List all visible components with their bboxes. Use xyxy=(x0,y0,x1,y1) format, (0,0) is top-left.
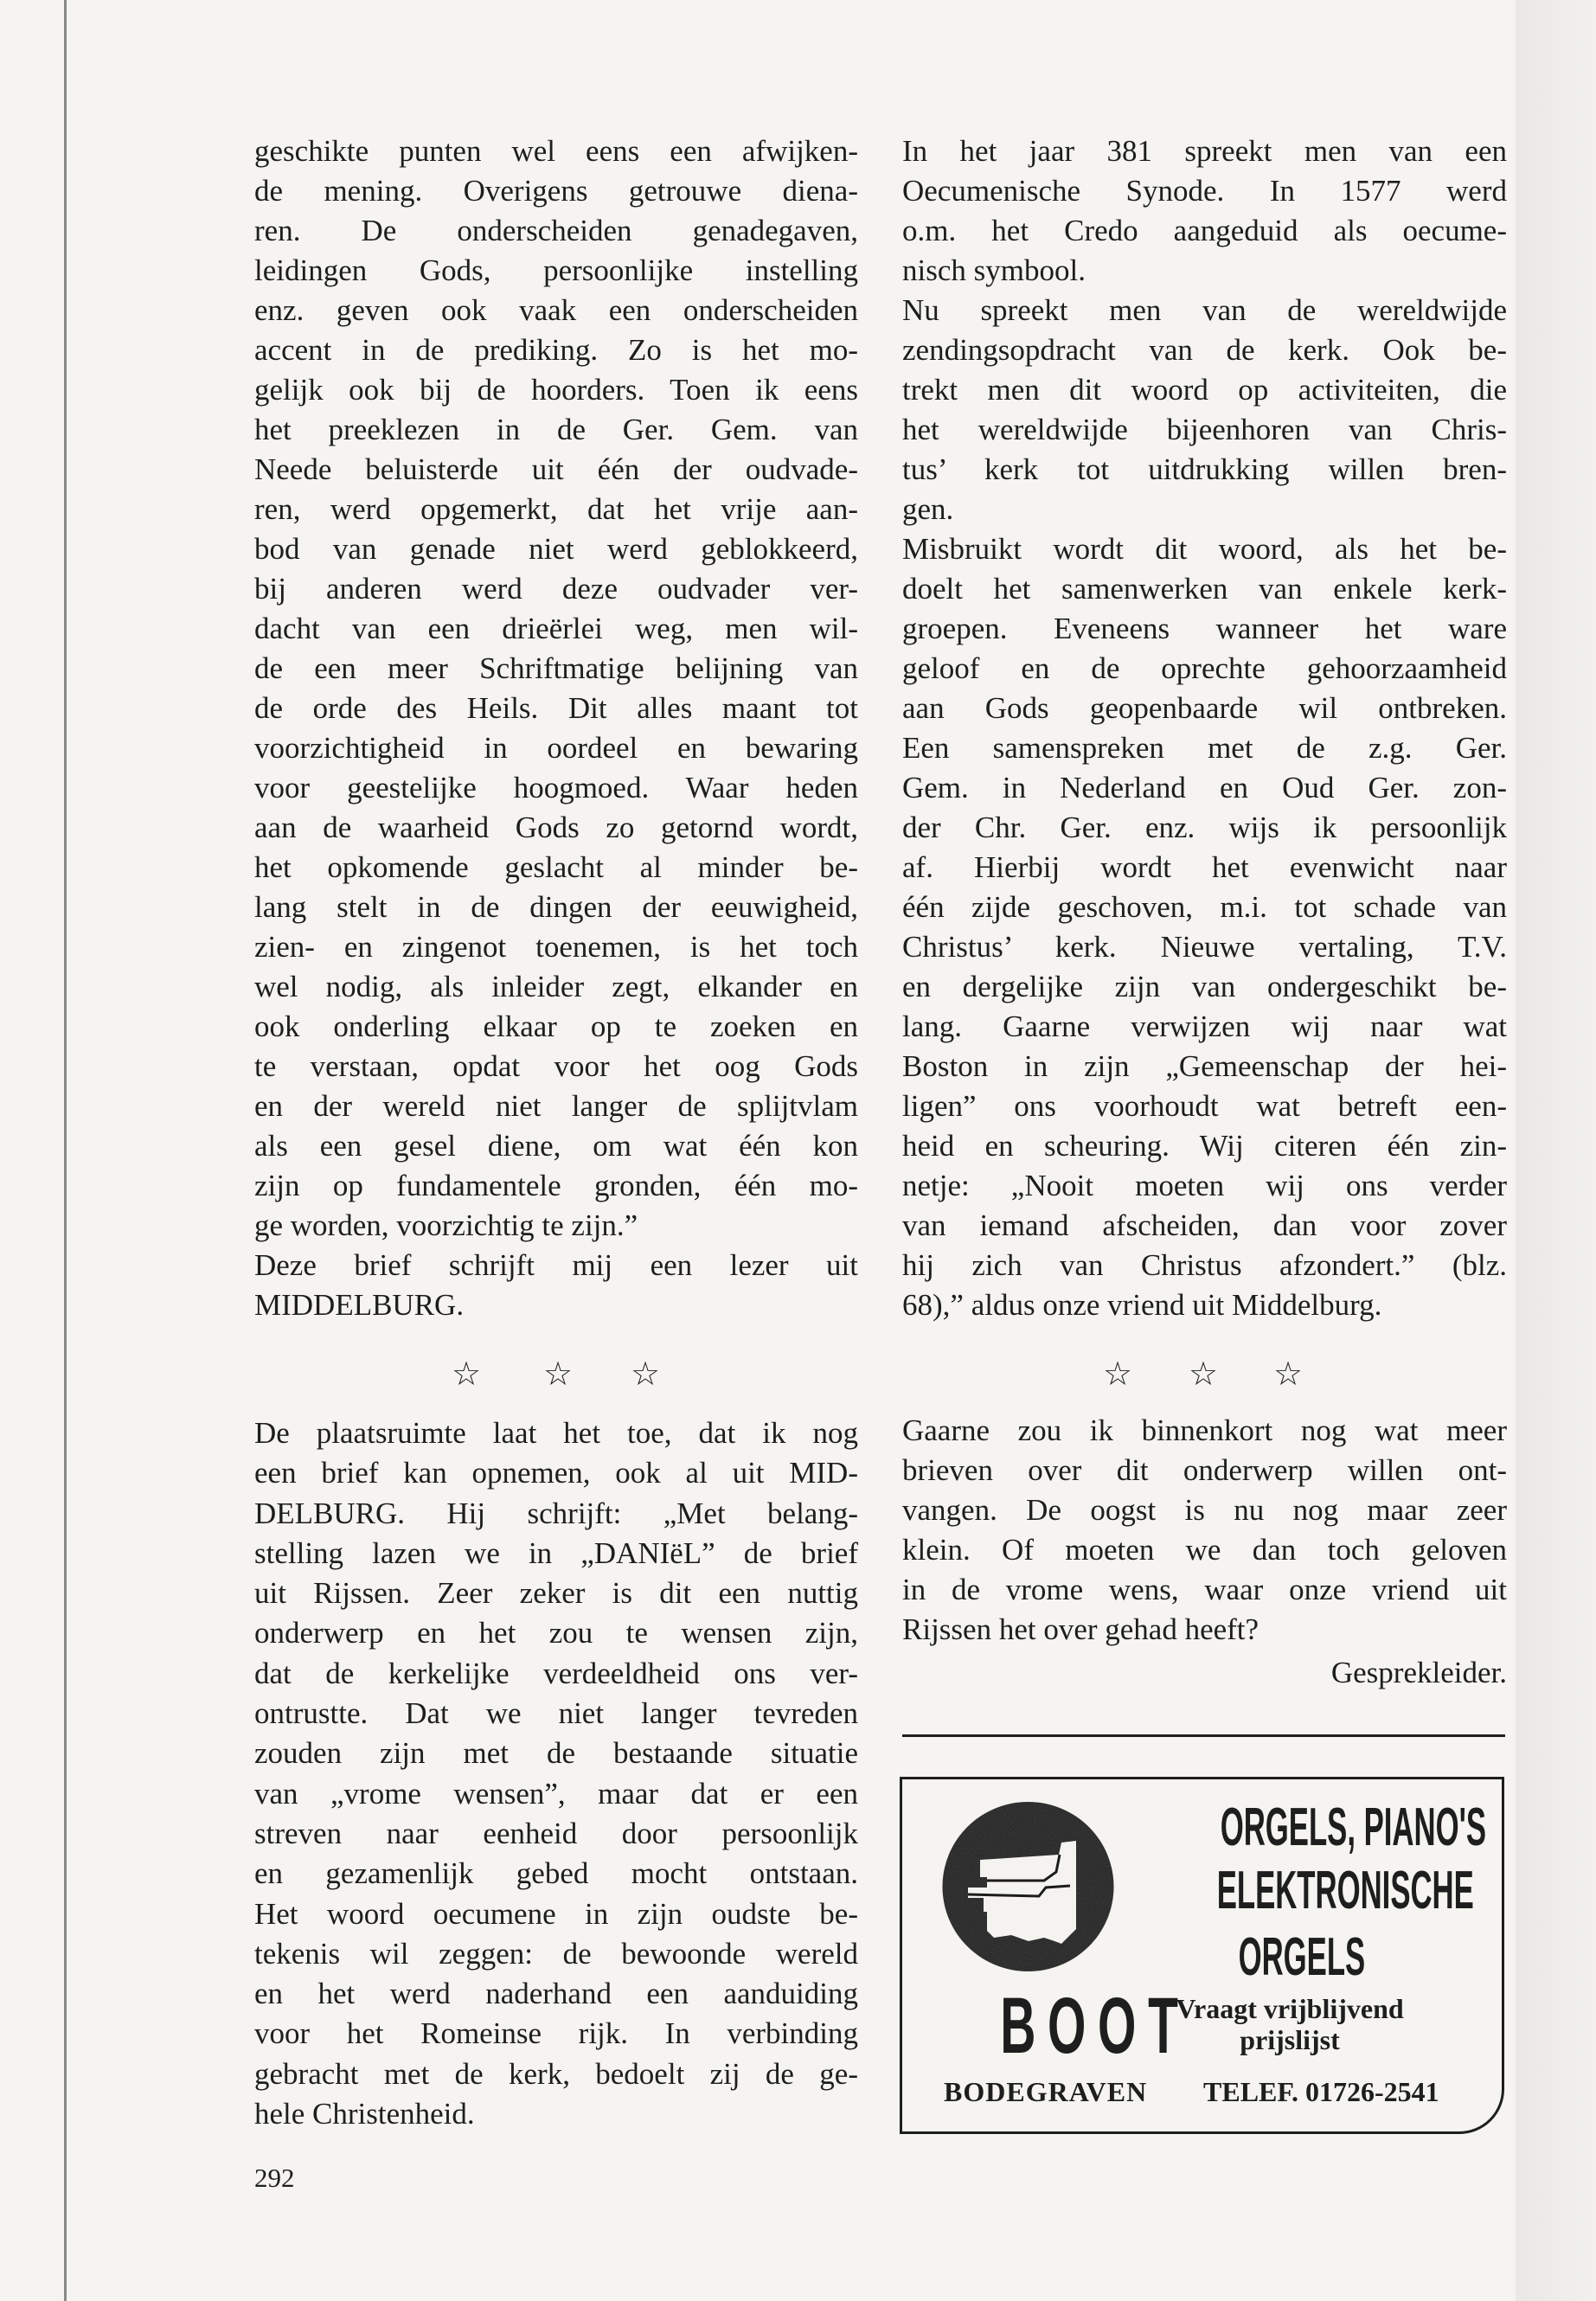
text-line: van „vrome wensen”, maar dat er een xyxy=(254,1776,858,1811)
text-line: ge worden, voorzichtig te zijn.” xyxy=(254,1208,638,1242)
text-line: de een meer Schriftmatige belijning van xyxy=(254,651,858,685)
text-line: lang. Gaarne verwijzen wij naar wat xyxy=(902,1009,1507,1043)
text-line: in de vrome wens, waar onze vriend uit xyxy=(902,1573,1507,1606)
text-line: af. Hierbij wordt het evenwicht naar xyxy=(902,850,1507,884)
text-line: gen. xyxy=(902,492,954,526)
text-line: en der wereld niet langer de splijtvlam xyxy=(254,1089,858,1123)
star-icon: ☆ xyxy=(1188,1355,1219,1393)
scan-edge-left xyxy=(64,0,67,2301)
text-line: bij anderen werd deze oudvader ver- xyxy=(254,572,858,606)
text-line: ook onderling elkaar op te zoeken en xyxy=(254,1009,858,1043)
text-line: der Chr. Ger. enz. wijs ik persoonlijk xyxy=(902,811,1507,844)
text-line: ren. De onderscheiden genadegaven, xyxy=(254,214,858,247)
text-line: Gaarne zou ik binnenkort nog wat meer xyxy=(902,1413,1507,1447)
text-line: zien- en zingenot toenemen, is het toch xyxy=(254,930,858,964)
text-line: Rijssen het over gehad heeft? xyxy=(902,1612,1259,1646)
text-line: 68),” aldus onze vriend uit Middelburg. xyxy=(902,1288,1382,1322)
text-line: lang stelt in de dingen der eeuwigheid, xyxy=(254,890,858,924)
text-line: doelt het samenwerken van enkele kerk- xyxy=(902,572,1507,606)
text-line: en het werd naderhand een aanduiding xyxy=(254,1977,858,2011)
text-line: de orde des Heils. Dit alles maant tot xyxy=(254,691,858,725)
text-line: brieven over dit onderwerp willen ont- xyxy=(902,1453,1507,1487)
ad-call-to-action-line-2: prijslijst xyxy=(1240,2024,1340,2055)
text-line: en gezamenlijk gebed mocht ontstaan. xyxy=(254,1856,858,1891)
text-line: De plaatsruimte laat het toe, dat ik nog xyxy=(254,1416,858,1450)
ad-phone: TELEF. 01726-2541 xyxy=(1203,2076,1439,2107)
text-line: groepen. Eveneens wanneer het ware xyxy=(902,612,1507,645)
text-line: het preeklezen in de Ger. Gem. van xyxy=(254,413,858,446)
text-line: Boston in zijn „Gemeenschap der hei- xyxy=(902,1049,1507,1083)
text-line: van iemand afscheiden, dan voor zover xyxy=(902,1208,1507,1242)
text-line: Misbruikt wordt dit woord, als het be- xyxy=(902,532,1507,566)
star-icon: ☆ xyxy=(1272,1355,1304,1393)
text-line: accent in de prediking. Zo is het mo- xyxy=(254,333,858,367)
text-line: leidingen Gods, persoonlijke instelling xyxy=(254,253,858,287)
left-column-text-block-1 xyxy=(254,131,858,1325)
text-line: onderwerp en het zou te wensen zijn, xyxy=(254,1616,858,1650)
text-line: stelling lazen we in „DANIëL” de brief xyxy=(254,1535,858,1570)
text-line: aan Gods geopenbaarde wil ontbreken. xyxy=(902,691,1507,725)
text-line: te verstaan, opdat voor het oog Gods xyxy=(254,1049,858,1083)
text-line: Gem. in Nederland en Oud Ger. zon- xyxy=(902,771,1507,804)
text-line: bod van genade niet werd geblokkeerd, xyxy=(254,532,858,566)
text-line: enz. geven ook vaak een onderscheiden xyxy=(254,293,858,327)
text-line: ligen” ons voorhoudt wat betreft een- xyxy=(902,1089,1507,1123)
text-line: DELBURG. Hij schrijft: „Met belang- xyxy=(254,1496,858,1530)
text-line: geschikte punten wel eens een afwijken- xyxy=(254,134,858,168)
star-icon: ☆ xyxy=(630,1355,661,1393)
text-line: één zijde geschoven, m.i. tot schade van xyxy=(902,890,1507,924)
star-icon: ☆ xyxy=(1102,1355,1133,1393)
text-line: zendingsopdracht van de kerk. Ook be- xyxy=(902,333,1507,367)
text-line: netje: „Nooit moeten wij ons verder xyxy=(902,1169,1507,1202)
signature: Gesprekleider. xyxy=(1330,1656,1507,1689)
text-line: gebracht met de kerk, bedoelt zij de ge- xyxy=(254,2056,858,2091)
text-line: vangen. De oogst is nu nog maar zeer xyxy=(902,1493,1507,1527)
text-line: klein. Of moeten we dan toch geloven xyxy=(902,1533,1507,1567)
scan-edge-right xyxy=(1516,0,1596,2301)
text-line: een brief kan opnemen, ook al uit MID- xyxy=(254,1456,858,1490)
text-line: MIDDELBURG. xyxy=(254,1288,465,1322)
text-line: dat de kerkelijke verdeeldheid ons ver- xyxy=(254,1656,858,1690)
left-column-text-block-2 xyxy=(254,1413,858,2134)
ad-call-to-action-line-1: Vraagt vrijblijvend xyxy=(1176,1993,1404,2024)
text-line: Nu spreekt men van de wereldwijde xyxy=(902,293,1507,327)
text-line: ontrustte. Dat we niet langer tevreden xyxy=(254,1696,858,1731)
text-line: tekenis wil zeggen: de bewoonde wereld xyxy=(254,1936,858,1971)
text-line: streven naar eenheid door persoonlijk xyxy=(254,1816,858,1850)
piano-in-circle-icon xyxy=(942,1801,1114,1972)
text-line: Oecumenische Synode. In 1577 werd xyxy=(902,174,1507,208)
text-line: de mening. Overigens getrouwe diena- xyxy=(254,174,858,208)
right-column-text-block-1 xyxy=(902,131,1507,1325)
text-line: hij zich van Christus afzondert.” (blz. xyxy=(902,1248,1507,1282)
text-line: voor geestelijke hoogmoed. Waar heden xyxy=(254,771,858,804)
ad-headline-line-2: ELEKTRONISCHE xyxy=(1216,1861,1474,1920)
text-line: uit Rijssen. Zeer zeker is dit een nuttig xyxy=(254,1576,858,1611)
text-line: Een samenspreken met de z.g. Ger. xyxy=(902,731,1507,765)
page-number: 292 xyxy=(254,2163,295,2193)
right-column-text-block-2 xyxy=(902,1411,1507,1650)
text-line: dacht van een drieërlei weg, men wil- xyxy=(254,612,858,645)
text-line: Neede beluisterde uit één der oudvade- xyxy=(254,452,858,486)
text-line: In het jaar 381 spreekt men van een xyxy=(902,134,1507,168)
text-line: aan de waarheid Gods zo getornd wordt, xyxy=(254,811,858,844)
ad-city: BODEGRAVEN xyxy=(944,2076,1148,2107)
star-icon: ☆ xyxy=(451,1355,482,1393)
text-line: en dergelijke zijn van ondergeschikt be- xyxy=(902,970,1507,1003)
star-icon: ☆ xyxy=(542,1355,574,1393)
text-line: geloof en de oprechte gehoorzaamheid xyxy=(902,651,1507,685)
text-line: gelijk ook bij de hoorders. Toen ik eens xyxy=(254,373,858,407)
text-line: als een gesel diene, om wat één kon xyxy=(254,1129,858,1163)
text-line: zijn op fundamentele gronden, één mo- xyxy=(254,1169,858,1202)
text-line: Deze brief schrijft mij een lezer uit xyxy=(254,1248,858,1282)
ad-brand-name: BOOT xyxy=(1000,1982,1190,2070)
text-line: heid en scheuring. Wij citeren één zin- xyxy=(902,1129,1507,1163)
text-line: o.m. het Credo aangeduid als oecume- xyxy=(902,214,1507,247)
ad-headline-line-1: ORGELS, PIANO'S xyxy=(1220,1798,1487,1857)
text-line: ren, werd opgemerkt, dat het vrije aan- xyxy=(254,492,858,526)
text-line: zouden zijn met de bestaande situatie xyxy=(254,1736,858,1771)
text-line: het wereldwijde bijeenhoren van Chris- xyxy=(902,413,1507,446)
ad-headline-line-3: ORGELS xyxy=(1238,1927,1366,1987)
text-line: nisch symbool. xyxy=(902,253,1086,287)
text-line: het opkomende geslacht al minder be- xyxy=(254,850,858,884)
text-line: hele Christenheid. xyxy=(254,2097,475,2131)
divider-rule xyxy=(902,1734,1505,1737)
text-line: Het woord oecumene in zijn oudste be- xyxy=(254,1896,858,1931)
text-line: tus’ kerk tot uitdrukking willen bren- xyxy=(902,452,1507,486)
text-line: voorzichtigheid in oordeel en bewaring xyxy=(254,731,858,765)
text-line: voor het Romeinse rijk. In verbinding xyxy=(254,2016,858,2051)
text-line: Christus’ kerk. Nieuwe vertaling, T.V. xyxy=(902,930,1507,964)
text-line: wel nodig, als inleider zegt, elkander en xyxy=(254,970,858,1003)
text-line: trekt men dit woord op activiteiten, die xyxy=(902,373,1507,407)
